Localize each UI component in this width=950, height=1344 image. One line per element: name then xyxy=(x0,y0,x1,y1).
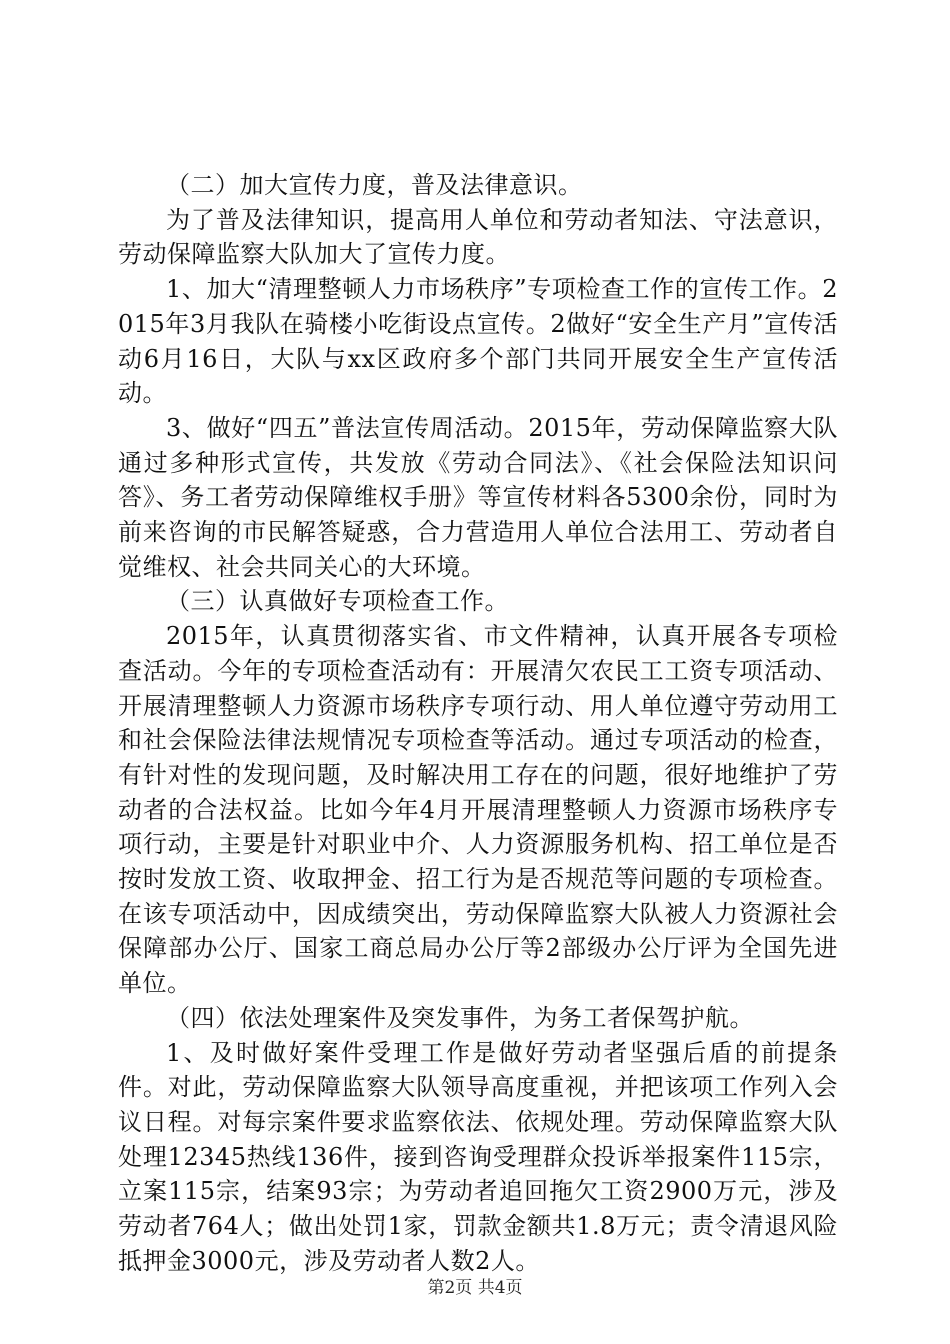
section-heading-4: （四）依法处理案件及突发事件，为务工者保驾护航。 xyxy=(166,1003,754,1032)
page-number-footer: 第2页 共4页 xyxy=(427,1278,523,1298)
paragraph-case-handling: 1、及时做好案件受理工作是做好劳动者坚强后盾的前提条件。对此，劳动保障监察大队领导高度重视，并把该项工作列入会议日程。对每宗案件要求监察依法、依规处理。劳动保障监察大队处理12345热线136件，接到咨询受理群众投诉举报案件115宗，立案115宗，结案93宗；为劳动者追回拖欠工资2900万元，涉及劳动者764人；做出处罚1家，罚款金额共1.8万元；责令清退风险抵押金3000元，涉及劳动者人数2人。 xyxy=(118,1038,838,1275)
section-heading-3: （三）认真做好专项检查工作。 xyxy=(166,587,509,616)
section-heading-2: （二）加大宣传力度，普及法律意识。 xyxy=(166,171,583,199)
paragraph-special-inspection: 2015年，认真贯彻落实省、市文件精神，认真开展各专项检查活动。今年的专项检查活动有：开展清欠农民工工资专项活动、开展清理整顿人力资源市场秩序专项行动、用人单位遵守劳动用工和社会保险法律法规情况专项检查等活动。通过专项活动的检查，有针对性的发现问题，及时解决用工存在的问题，很好地维护了劳动者的合法权益。比如今年4月开展清理整顿人力资源市场秩序专项行动，主要是针对职业中介、人力资源服务机构、招工单位是否按时发放工资、收取押金、招工行为是否规范等问题的专项检查。在该专项活动中，因成绩突出，劳动保障监察大队被人力资源社会保障部办公厅、国家工商总局办公厅等2部级办公厅评为全国先进单位。 xyxy=(118,622,838,998)
paragraph-publicity-intro: 为了普及法律知识，提高用人单位和劳动者知法、守法意识，劳动保障监察大队加大了宣传力度。 xyxy=(118,205,838,269)
paragraph-publicity-item-3: 3、做好“四五”普法宣传周活动。2015年，劳动保障监察大队通过多种形式宣传，共发放《劳动合同法》、《社会保险法知识问答》、务工者劳动保障维权手册》等宣传材料各5300余份，同时为前来咨询的市民解答疑惑，合力营造用人单位合法用工、劳动者自觉维权、社会共同关心的大环境。 xyxy=(118,413,838,581)
document-body xyxy=(118,168,838,1279)
paragraph-publicity-item-1: 1、加大“清理整顿人力市场秩序”专项检查工作的宣传工作。2015年3月我队在骑楼小吃街设点宣传。2做好“安全生产月”宣传活动6月16日，大队与xx区政府多个部门共同开展安全生产宣传活动。 xyxy=(118,275,838,408)
